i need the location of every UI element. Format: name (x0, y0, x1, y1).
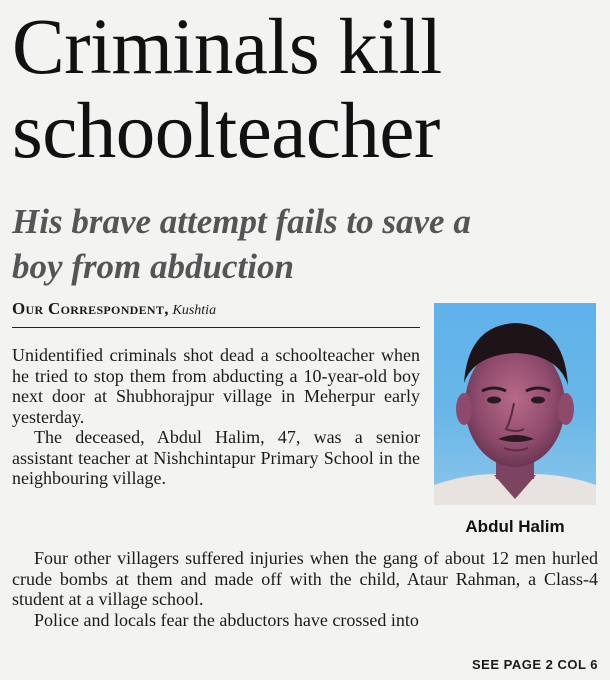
paragraph: Four other villagers suffered injuries when the gang of about 12 men hurled crude bombs at them and made off with the child, Ataur Rahman, a Class-4 student at a village school. (12, 548, 598, 609)
headline: Criminals kill schoolteacher (12, 4, 442, 175)
portrait-image (434, 303, 596, 505)
byline-correspondent: Our Correspondent, (12, 299, 169, 318)
article-column (12, 345, 420, 489)
paragraph: Unidentified criminals shot dead a schoolteacher when he tried to stop them from abducting a 10-year-old boy next door at Shubhorajpur village in Meherpur early yesterday. (12, 345, 420, 427)
paragraph: Police and locals fear the abductors have crossed into (34, 609, 419, 630)
subheadline: His brave attempt fails to save a boy from abduction (12, 202, 471, 286)
paragraph: The deceased, Abdul Halim, 47, was a senior assistant teacher at Nishchintapur Primary School in the neighbouring village. (12, 427, 420, 488)
byline (12, 299, 420, 328)
portrait-photo (434, 303, 596, 505)
photo-caption: Abdul Halim (465, 517, 565, 536)
continuation-link[interactable]: SEE PAGE 2 COL 6 (471, 657, 598, 672)
article-wide (12, 548, 598, 630)
byline-location: Kushtia (172, 303, 217, 318)
